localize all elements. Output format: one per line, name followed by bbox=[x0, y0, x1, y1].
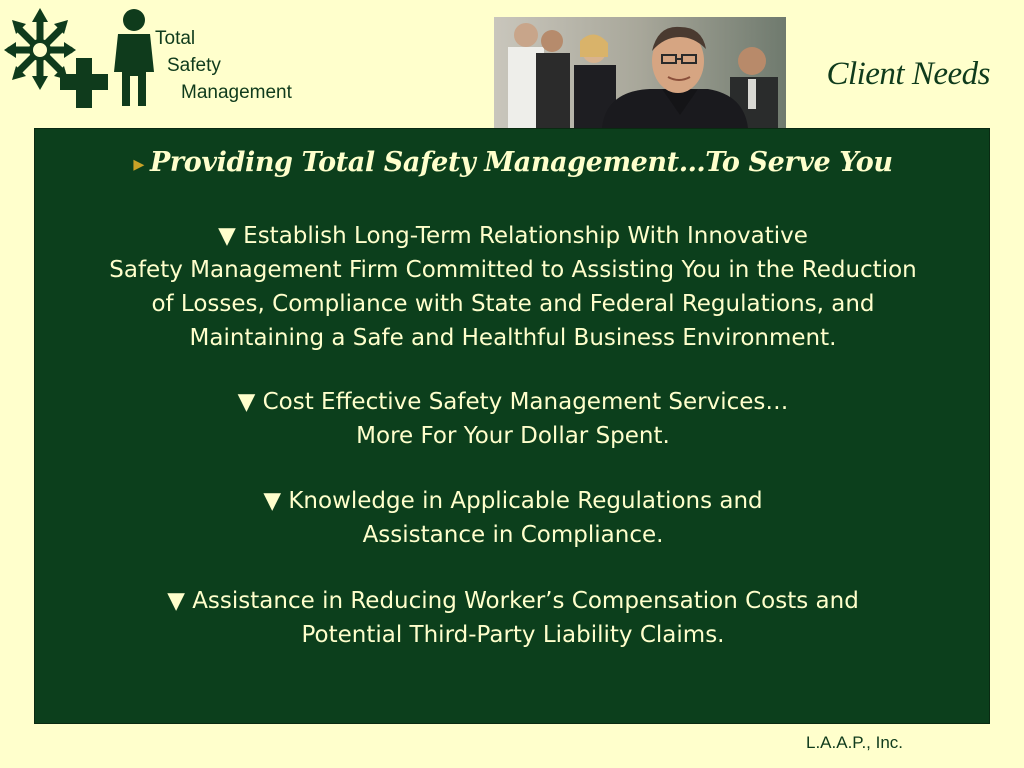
bullet-block bbox=[35, 584, 991, 652]
slide-heading bbox=[35, 147, 991, 178]
bullet-line: Safety Management Firm Committed to Assisting You in the Reduction bbox=[109, 257, 917, 283]
footer-company: L.A.A.P., Inc. bbox=[806, 733, 904, 752]
triangle-down-icon: ▼ bbox=[237, 389, 256, 415]
bullet-line bbox=[35, 385, 991, 419]
slide-title: Client Needs bbox=[826, 56, 990, 92]
safety-logo-icon bbox=[4, 6, 154, 114]
bullet-line: More For Your Dollar Spent. bbox=[356, 423, 670, 449]
bullet-line bbox=[35, 219, 991, 253]
bullet-block bbox=[35, 219, 991, 355]
bullet-line bbox=[35, 584, 991, 618]
bullet-line: of Losses, Compliance with State and Federal Regulations, and bbox=[151, 291, 875, 317]
bullet-text: Assistance in Reducing Worker’s Compensation Costs and bbox=[192, 588, 859, 614]
bullet-text: Establish Long-Term Relationship With Innovative bbox=[243, 223, 808, 249]
heading-arrow-icon: ▸ bbox=[133, 151, 144, 177]
triangle-down-icon: ▼ bbox=[218, 223, 236, 249]
bullet-text: Knowledge in Applicable Regulations and bbox=[288, 488, 763, 514]
triangle-down-icon: ▼ bbox=[263, 488, 282, 514]
bullet-block bbox=[35, 385, 991, 453]
bullet-block bbox=[35, 484, 991, 552]
bullet-text: Cost Effective Safety Management Services… bbox=[262, 389, 789, 415]
triangle-down-icon: ▼ bbox=[167, 588, 185, 614]
content-panel bbox=[34, 128, 990, 724]
logo-text-management: Management bbox=[181, 82, 292, 103]
photo-illustration bbox=[494, 17, 786, 128]
business-team-photo bbox=[494, 17, 786, 128]
logo bbox=[4, 6, 154, 114]
bullet-line: Maintaining a Safe and Healthful Business Environment. bbox=[189, 325, 837, 351]
logo-text-total: Total bbox=[155, 28, 196, 49]
heading-text: Providing Total Safety Management…To Serve You bbox=[150, 147, 893, 178]
bullet-line: Potential Third-Party Liability Claims. bbox=[301, 622, 725, 648]
logo-text-safety: Safety bbox=[167, 55, 221, 76]
bullet-line: Assistance in Compliance. bbox=[362, 522, 664, 548]
bullet-line bbox=[35, 484, 991, 518]
